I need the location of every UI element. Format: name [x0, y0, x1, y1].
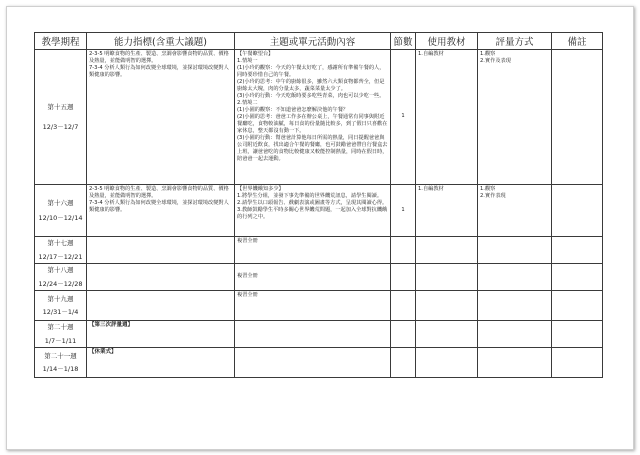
header-notes: 備註: [552, 33, 603, 50]
table-row: [35, 321, 603, 348]
week-cell: [35, 264, 87, 291]
header-row: [35, 33, 603, 50]
indicators-cell: 2-3-5 明瞭食物的生產、製造、烹調會影響食物的品質、價格及熱量，並能做明智的選擇。 7-3-4 分析人類行為如何改變全球環境，並探討環境改變對人類健康的影響。: [87, 185, 235, 237]
material-cell: [416, 264, 478, 291]
note-cell: [552, 321, 603, 348]
periods-cell: [391, 321, 416, 348]
content-cell: [235, 321, 391, 348]
week-label: 第十七週: [47, 239, 74, 248]
week-cell: [35, 321, 87, 348]
week-dates: 1/14－1/18: [42, 365, 79, 373]
note-cell: [552, 264, 603, 291]
note-cell: [552, 237, 603, 264]
periods-cell: 1: [391, 185, 416, 237]
assessment-cell: [478, 237, 552, 264]
periods-cell: [391, 237, 416, 264]
material-cell: 1.自編教材: [416, 185, 478, 237]
content-cell: 【午餐瞭望台】 1.情境一 (1)小玲的觀察：今天的午餐太好吃了，感謝所有準備午餐的人，同時要珍惜自己的午餐。 (2)小玲的思考：中午的廚餘很多，雖然六大類食物都齊全，但是廚餘太大塊，肉的分量太多，蔬菜菜量太少了。 (3)小玲的行動：今天吃飯時要多吃些青菜，肉也可以少吃一些。 2.情境二 (1)小園的觀察：不知道爸爸怎麼解決他的午餐？ (2)小園的思考：爸爸工作多在辦公桌上，午餐通常有同事與附近餐廳吃，食物較油膩，每日食的份量隨比較多，到了假日只喜歡在家休息，整天都沒有動一下。 (3)小園的行動：幫爸爸計算他每日所需的熱量，同日提醒爸爸與公司附近飲食，找出適合午餐的餐廳，也可鼓勵爸爸帶自行餐盒去上班，讓爸爸吃的食物比較健康又較能控制熱量，同時在假日時，陪爸爸一起去運動。: [235, 50, 391, 185]
indicators-cell: 【休業式】: [87, 348, 235, 378]
material-cell: [416, 348, 478, 378]
periods-cell: [391, 264, 416, 291]
week-cell: [35, 348, 87, 378]
week-label: 第二十週: [47, 323, 74, 332]
week-label: 第十九週: [47, 294, 74, 303]
week-label: 第二十一週: [44, 351, 77, 360]
week-cell: [35, 185, 87, 237]
week-dates: 12/24－12/28: [38, 279, 83, 288]
week-label: 第十六週: [47, 199, 74, 208]
header-periods: 節數: [391, 33, 416, 50]
week-label: 第十五週: [47, 102, 74, 111]
week-dates: 1/7－1/11: [44, 336, 77, 345]
week-cell: [35, 237, 87, 264]
assessment-cell: [478, 348, 552, 378]
assessment-cell: 1.觀察 2.實作表現: [478, 185, 552, 237]
week-dates: 12/10－12/14: [38, 213, 83, 222]
indicators-cell: 2-3-5 明瞭食物的生產、製造、烹調會影響食物的品質、價格及熱量，並能做明智的選擇。 7-3-4 分析人類行為如何改變全球環境，並探討環境改變對人類健康的影響。: [87, 50, 235, 185]
indicators-cell: [87, 237, 235, 264]
week-cell: [35, 291, 87, 321]
indicators-cell: 【第三次評量週】: [87, 321, 235, 348]
header-assessment: 評量方式: [478, 33, 552, 50]
indicators-cell: [87, 264, 235, 291]
week-dates: 12/31－1/4: [42, 308, 79, 316]
indicators-cell: [87, 291, 235, 321]
note-cell: [552, 291, 603, 321]
week-dates: 12/3－12/7: [42, 123, 79, 131]
teaching-schedule-table: [34, 32, 603, 378]
header-competency-indicators: 能力指標(含重大議題): [87, 33, 235, 50]
content-cell: 【世界饑餓知多少】 1.將學生分組，並發下事先準備的世界饑荒訊息，請學生閱讀。 2.請學生以口頭報告、戲劇表演或圖畫等方式，呈現其閱讀心得。 3.教師鼓勵學生平時多關心世界饑荒問題，一起加入全球對抗饑餓的行列之中。: [235, 185, 391, 237]
table-row: [35, 348, 603, 378]
table-row: [35, 264, 603, 291]
content-cell: [235, 348, 391, 378]
content-cell: 複習全冊: [235, 264, 391, 291]
periods-cell: 1: [391, 50, 416, 185]
header-unit-content: 主題或單元活動內容: [235, 33, 391, 50]
week-dates: 12/17－12/21: [38, 252, 83, 261]
table-row: [35, 291, 603, 321]
content-cell: 複習全冊: [235, 237, 391, 264]
assessment-cell: [478, 291, 552, 321]
note-cell: [552, 185, 603, 237]
table-row: [35, 50, 603, 185]
periods-cell: [391, 291, 416, 321]
assessment-cell: 1.觀察 2.實作及表現: [478, 50, 552, 185]
note-cell: [552, 50, 603, 185]
content-cell: 複習全冊: [235, 291, 391, 321]
periods-cell: [391, 348, 416, 378]
week-cell: [35, 50, 87, 185]
header-materials: 使用教材: [416, 33, 478, 50]
table-row: [35, 237, 603, 264]
material-cell: [416, 321, 478, 348]
material-cell: [416, 291, 478, 321]
week-label: 第十八週: [47, 266, 74, 275]
material-cell: [416, 237, 478, 264]
table-row: [35, 185, 603, 237]
assessment-cell: [478, 321, 552, 348]
material-cell: 1.自編教材: [416, 50, 478, 185]
header-teaching-period: 教學期程: [35, 33, 87, 50]
assessment-cell: [478, 264, 552, 291]
note-cell: [552, 348, 603, 378]
